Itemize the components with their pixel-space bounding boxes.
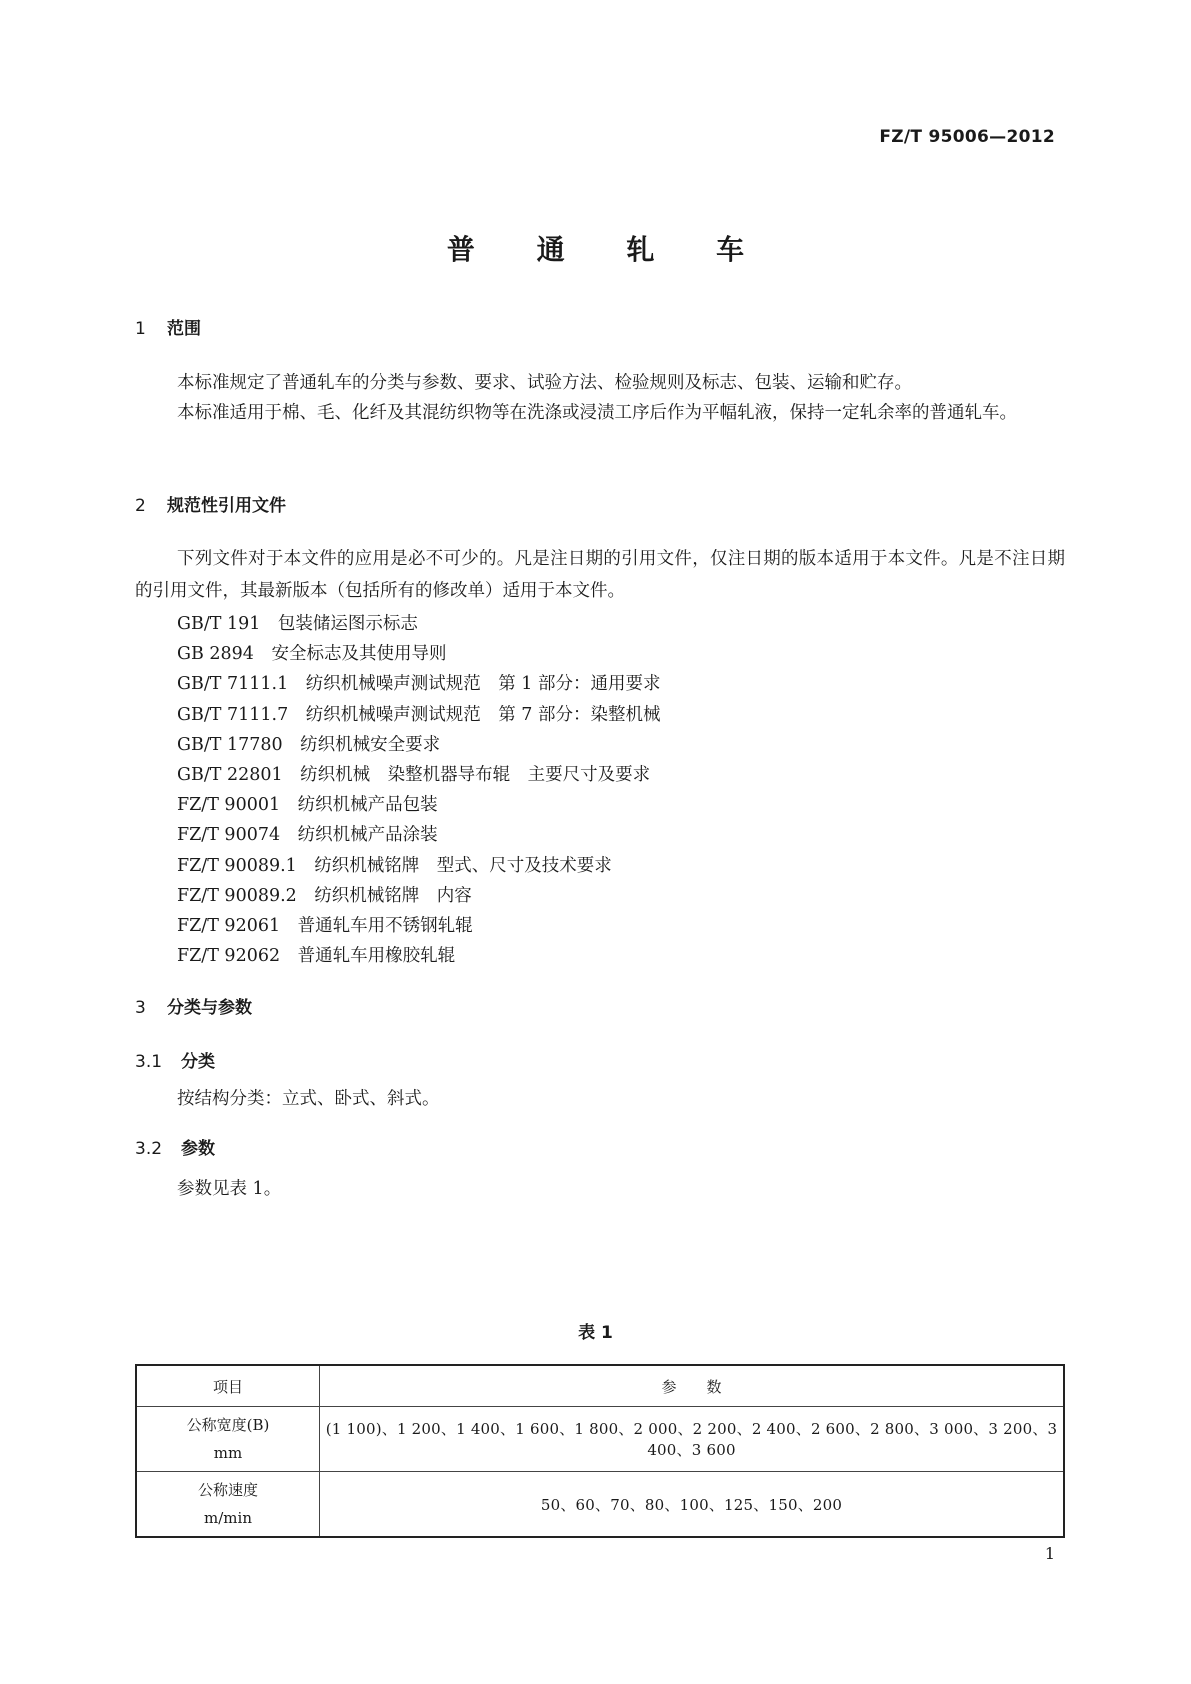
table-row-label [136,1407,320,1472]
section-title: 规范性引用文件 [167,496,286,516]
reference-item [177,852,612,877]
parameters-table [135,1364,1065,1538]
reference-item [177,670,660,695]
reference-code: FZ/T 90074 [177,825,281,846]
label-unit: mm [213,1444,243,1462]
reference-code: FZ/T 90001 [177,795,281,816]
scope-paragraph-2: 本标准适用于棉、毛、化纤及其混纺织物等在洗涤或浸渍工序后作为平幅轧液，保持一定轧余率的普通轧车。 [177,403,1017,423]
table-row-label [136,1472,320,1538]
section-title: 范围 [167,319,201,339]
section-3-1-heading [135,1047,215,1072]
reference-item [177,731,440,756]
reference-code: GB/T 17780 [177,734,283,755]
label-unit: m/min [204,1509,252,1527]
table-row [136,1472,1064,1538]
table-caption: 表 1 [578,1323,613,1343]
reference-code: FZ/T 90089.2 [177,885,297,906]
section-2-heading [135,491,286,516]
params-reference-paragraph: 参数见表 1。 [177,1179,282,1199]
reference-title: 包装储运图示标志 [277,614,418,634]
section-title: 分类与参数 [167,998,252,1018]
reference-item [177,942,455,967]
page-title: 普 通 轧 车 [446,233,771,266]
section-number: 1 [135,319,146,339]
reference-title: 纺织机械铭牌 内容 [314,885,472,906]
reference-title: 纺织机械产品涂装 [297,825,438,846]
reference-item [177,821,438,846]
reference-item [177,912,473,937]
table-row-value: (1 100)、1 200、1 400、1 600、1 800、2 000、2 200、2 400、2 600、2 800、3 000、3 200、3 400、3 600 [320,1407,1065,1472]
classification-paragraph: 按结构分类：立式、卧式、斜式。 [177,1089,440,1109]
reference-item [177,761,650,786]
section-title: 分类 [181,1052,215,1072]
table-row [136,1407,1064,1472]
reference-title: 纺织机械噪声测试规范 第 1 部分：通用要求 [305,674,661,695]
section-3-heading [135,993,252,1018]
reference-code: FZ/T 90089.1 [177,855,297,876]
table-row-value: 50、60、70、80、100、125、150、200 [320,1472,1065,1538]
section-title: 参数 [181,1139,215,1159]
reference-title: 普通轧车用不锈钢轧辊 [297,916,473,936]
reference-item [177,791,438,816]
section-number: 2 [135,496,146,516]
reference-code: GB 2894 [177,644,254,665]
reference-title: 纺织机械安全要求 [300,734,441,755]
reference-title: 安全标志及其使用导则 [271,644,447,665]
references-intro: 下列文件对于本文件的应用是必不可少的。凡是注日期的引用文件，仅注日期的版本适用于本文件。凡是不注日期的引用文件，其最新版本（包括所有的修改单）适用于本文件。 [135,549,1065,601]
table-header-item: 项目 [136,1365,320,1407]
standard-number: FZ/T 95006—2012 [879,127,1055,147]
section-1-heading [135,314,201,339]
section-number: 3.2 [135,1139,163,1159]
page-number: 1 [1044,1544,1055,1563]
reference-title: 纺织机械 染整机器导布辊 主要尺寸及要求 [300,765,651,785]
table-header-params: 参 数 [320,1365,1065,1407]
reference-item [177,640,446,665]
reference-title: 纺织机械噪声测试规范 第 7 部分：染整机械 [305,704,661,725]
label-line: 公称速度 [197,1481,258,1499]
reference-title: 纺织机械铭牌 型式、尺寸及技术要求 [314,855,612,876]
reference-item [177,882,472,907]
table-header-row [136,1365,1064,1407]
section-number: 3.1 [135,1052,163,1072]
reference-title: 普通轧车用橡胶轧辊 [297,946,456,967]
section-number: 3 [135,998,146,1018]
section-3-2-heading [135,1134,215,1159]
reference-code: GB/T 7111.1 [177,674,289,695]
reference-code: GB/T 22801 [177,765,283,785]
reference-item [177,610,418,635]
reference-code: GB/T 7111.7 [177,704,289,725]
reference-code: FZ/T 92061 [177,916,281,936]
reference-code: GB/T 191 [177,614,261,634]
label-line: 公称宽度(B) [186,1416,270,1434]
reference-code: FZ/T 92062 [177,946,281,967]
reference-title: 纺织机械产品包装 [297,795,438,816]
scope-paragraph-1: 本标准规定了普通轧车的分类与参数、要求、试验方法、检验规则及标志、包装、运输和贮存。 [177,373,912,393]
reference-item [177,701,660,726]
